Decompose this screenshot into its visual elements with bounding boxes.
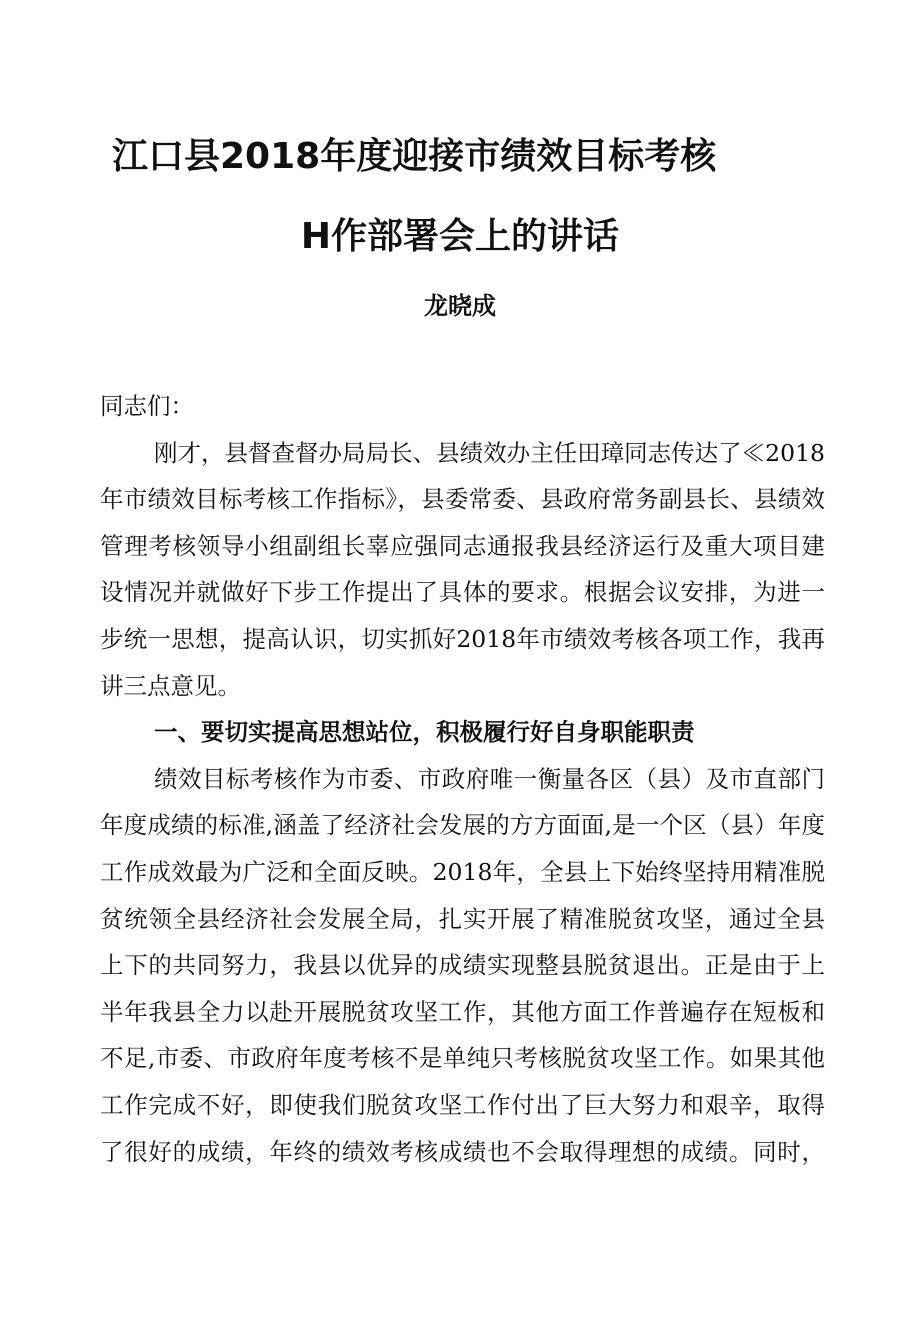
document-title-line-2: H作部署会上的讲话 bbox=[300, 216, 620, 257]
document-body bbox=[100, 383, 825, 1175]
document-title-line-1: 江口县2018年度迎接市绩效目标考核 bbox=[112, 136, 717, 177]
document-author: 龙晓成 bbox=[424, 292, 496, 320]
section-heading-1: 一、要切实提高思想站位，积极履行好自身职能职责 bbox=[154, 718, 695, 747]
paragraph-1: 刚才，县督查督办局局长、县绩效办主任田璋同志传达了≪2018年市绩效目标考核工作指标》，县委常委、县政府常务副县长、县绩效管理考核领导小组副组长辜应强同志通报我县经济运行及重大项目建设情况并就做好下步工作提出了具体的要求。根据会议安排，为进一步统一思想，提高认识，切实抓好2018年市绩效考核各项工作，我再讲三点意见。 bbox=[100, 438, 825, 700]
paragraph-2: 绩效目标考核作为市委、市政府唯一衡量各区（县）及市直部门年度成绩的标准,涵盖了经济社会发展的方方面面,是一个区（县）年度工作成效最为广泛和全面反映。2018年，全县上下始终坚持用精准脱贫统领全县经济社会发展全局，扎实开展了精准脱贫攻坚，通过全县上下的共同努力，我县以优异的成绩实现整县脱贫退出。正是由于上半年我县全力以赴开展脱贫攻坚工作，其他方面工作普遍存在短板和不足,市委、市政府年度考核不是单纯只考核脱贫攻坚工作。如果其他工作完成不好，即使我们脱贫攻坚工作付出了巨大努力和艰辛，取得了很好的成绩，年终的绩效考核成绩也不会取得理想的成绩。同时， bbox=[100, 764, 825, 1166]
salutation: 同志们： bbox=[100, 392, 194, 420]
